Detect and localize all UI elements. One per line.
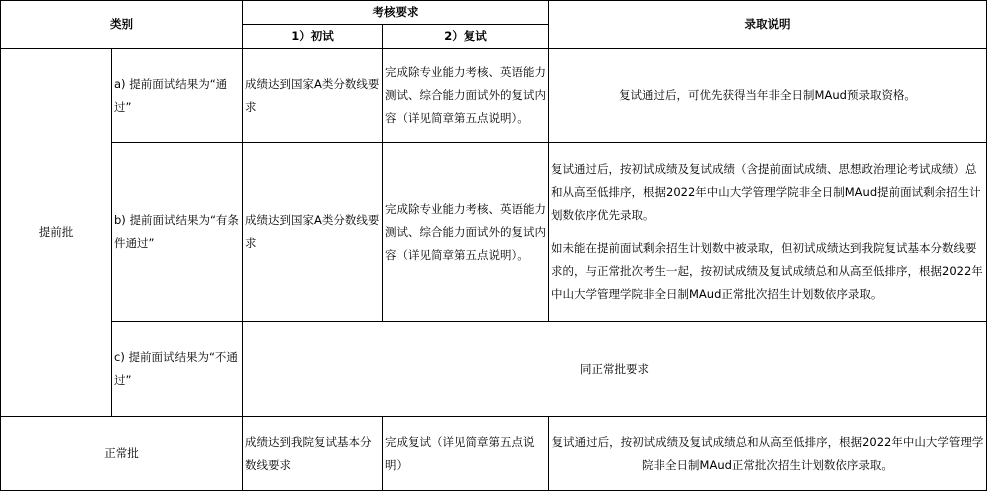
- header-first-exam: 1）初试: [243, 25, 383, 49]
- normal-admission: 复试通过后，按初试成绩及复试成绩总和从高至低排序，根据2022年中山大学管理学院非全日制MAud正常批次招生计划数依序录取。: [549, 417, 987, 491]
- row-a-retest: 完成除专业能力考核、英语能力测试、综合能力面试外的复试内容（详见简章第五点说明）。: [383, 49, 549, 143]
- normal-retest: 完成复试（详见简章第五点说明）: [383, 417, 549, 491]
- header-category: 类别: [1, 1, 243, 49]
- row-b-condition: b) 提前面试结果为“有条件通过”: [112, 143, 243, 322]
- header-assessment: 考核要求: [243, 1, 549, 25]
- row-b-admission-paragraph-1: 复试通过后，按初试成绩及复试成绩（含提前面试成绩、思想政治理论考试成绩）总和从高至低排序，根据2022年中山大学管理学院非全日制MAud提前面试剩余招生计划数依序优先录取。: [551, 162, 981, 222]
- header-admission: 录取说明: [549, 1, 987, 49]
- row-a-admission: 复试通过后，可优先获得当年非全日制MAud预录取资格。: [549, 49, 987, 143]
- row-a-condition: a) 提前面试结果为“通过”: [112, 49, 243, 143]
- row-c-condition: c) 提前面试结果为“不通过”: [112, 322, 243, 417]
- normal-first-exam: 成绩达到我院复试基本分数线要求: [243, 417, 383, 491]
- row-b-first-exam: 成绩达到国家A类分数线要求: [243, 143, 383, 322]
- row-c-merged-requirement: 同正常批要求: [243, 322, 987, 417]
- row-b-retest: 完成除专业能力考核、英语能力测试、综合能力面试外的复试内容（详见简章第五点说明）。: [383, 143, 549, 322]
- early-batch-label: 提前批: [1, 49, 112, 417]
- normal-batch-label: 正常批: [1, 417, 243, 491]
- row-b-admission: [549, 143, 987, 322]
- header-retest: 2）复试: [383, 25, 549, 49]
- row-b-admission-paragraph-2: 如未能在提前面试剩余招生计划数中被录取，但初试成绩达到我院复试基本分数线要求的，与正常批次考生一起，按初试成绩及复试成绩总和从高至低排序，根据2022年中山大学管理学院非全日制MAud正常批次招生计划数依序录取。: [551, 241, 983, 301]
- row-a-first-exam: 成绩达到国家A类分数线要求: [243, 49, 383, 143]
